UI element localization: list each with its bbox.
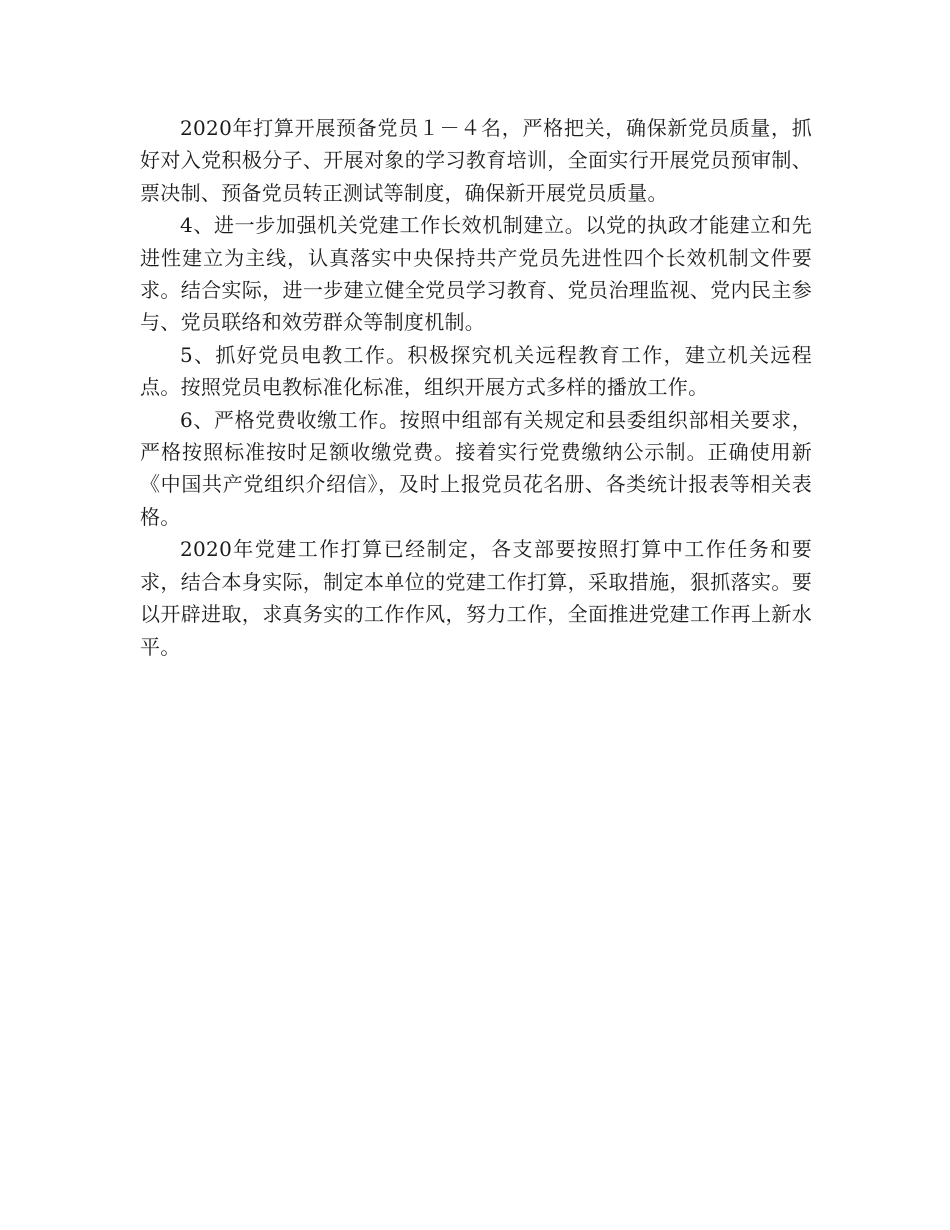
paragraph-probationary-members: 2020年打算开展预备党员１－４名，严格把关，确保新党员质量，抓好对入党积极分子、开展对象的学习教育培训，全面实行开展党员预审制、票决制、预备党员转正测试等制度，确保新开展党员质量。 — [140, 116, 812, 205]
paragraph-item-6-party-dues: 6、严格党费收缴工作。按照中组部有关规定和县委组织部相关要求，严格按照标准按时足额收缴党费。接着实行党费缴纳公示制。正确使用新《中国共产党组织介绍信》，及时上报党员花名册、各类统计报表等相关表格。 — [140, 407, 812, 529]
document-body — [140, 112, 812, 663]
paragraph-item-4-long-term-mechanism: 4、进一步加强机关党建工作长效机制建立。以党的执政才能建立和先进性建立为主线，认真落实中央保持共产党员先进性四个长效机制文件要求。结合实际，进一步建立健全党员学习教育、党员治理监视、党内民主参与、党员联络和效劳群众等制度机制。 — [140, 213, 812, 335]
paragraph-conclusion: 2020年党建工作打算已经制定，各支部要按照打算中工作任务和要求，结合本身实际，制定本单位的党建工作打算，采取措施，狠抓落实。要以开辟进取，求真务实的工作作风，努力工作，全面推进党建工作再上新水平。 — [140, 537, 812, 659]
paragraph-item-5-audiovisual-education: 5、抓好党员电教工作。积极探究机关远程教育工作，建立机关远程点。按照党员电教标准化标准，组织开展方式多样的播放工作。 — [140, 342, 812, 400]
